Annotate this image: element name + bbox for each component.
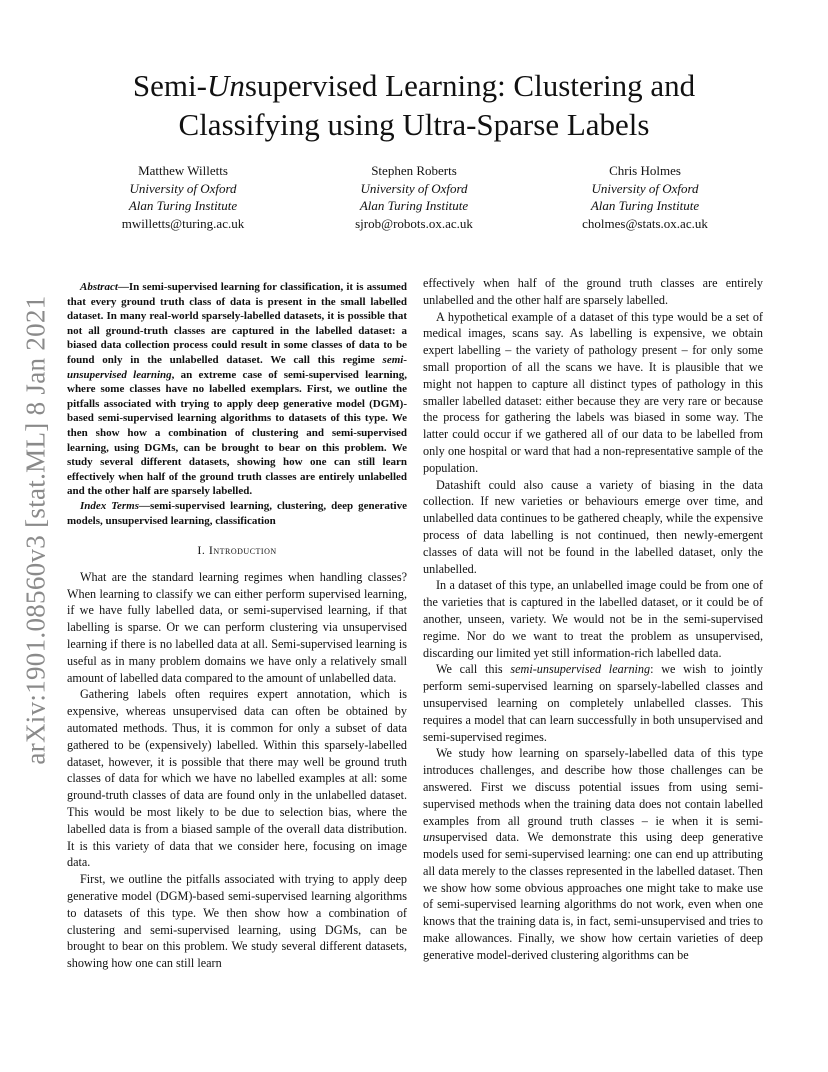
title-prefix: Semi- <box>132 68 207 103</box>
title-line2: Classifying using Ultra-Sparse Labels <box>178 107 650 142</box>
author-email: cholmes@stats.ox.ac.uk <box>582 215 708 231</box>
text-run: We study how learning on sparsely-labelled data of this type introduces challenges, and describe how those challenges can be answered. First we discuss potential issues from using semi-supervised methods when the training data does not contain labelled examples from all ground truth classes – ie when it is semi- <box>423 746 763 828</box>
author-affiliation: University of Oxford <box>591 180 699 196</box>
body-paragraph: First, we outline the pitfalls associated with trying to apply deep generative model (DGM)-based semi-supervised learning algorithms to datasets of this type. We then show how a combination of clustering and semi-supervised learning, using DGMs, can be brought to bear on this problem. We study several different datasets, showing how one can still learn <box>67 872 407 971</box>
author-affiliation: University of Oxford <box>129 180 237 196</box>
body-paragraph-continued: effectively when half of the ground truth classes are entirely unlabelled and the other half are sparsely labelled. <box>423 276 763 307</box>
section-number: I. <box>197 543 209 558</box>
author-email: sjrob@robots.ox.ac.uk <box>355 215 473 231</box>
author-affiliation: Alan Turing Institute <box>590 198 700 213</box>
paper-title <box>60 66 768 144</box>
body-paragraph: Datashift could also cause a variety of biasing in the data collection. If new varieties or behaviours emerge over time, and unlabelled data continues to be gathered cheaply, while the expensive process of data labelling is not continued, then newly-emergent classes of data will not be found in the labelled dataset, only the unlabelled. <box>423 477 763 576</box>
title-emphasis: Un <box>206 68 245 103</box>
body-paragraph <box>423 745 763 963</box>
abstract-label: Abstract <box>80 281 118 293</box>
abstract-emphasis: semi-unsupervised learning <box>67 353 407 381</box>
index-terms <box>67 499 407 528</box>
text-run: We call this <box>436 662 511 677</box>
author-2 <box>319 162 509 232</box>
body-paragraph: In a dataset of this type, an unlabelled image could be from one of the varieties that is captured in the labelled dataset, or it could be of another, unseen, variety. We would not be in the semi-supervised regime. Nor do we want to treat the problem as unsupervised, discarding our limited yet still information-rich labelled data. <box>423 578 763 660</box>
body-paragraph: A hypothetical example of a dataset of this type would be a set of medical images, scans say. As labelling is expensive, we obtain expert labelling – the variety of pathology present – for only some small proportion of all the scans we have. It is plausible that we might not happen to capture all distinct types of pathology in this smaller labelled dataset: either because they are very rare or because the process for gathering the labels was biased in some way. The latter could occur if we gathered all of our data to be labelled from only one hospital or ward that had a non-representative sample of the population. <box>423 309 763 475</box>
author-name: Matthew Willetts <box>138 163 228 178</box>
author-name: Stephen Roberts <box>371 163 457 178</box>
text-run: supervised data. We demonstrate this using deep generative models used for semi-supervised learning: one can end up attributing all data merely to the classes represented in the labelled dataset. Then we show how some obvious approaches one might take to make use of semi-supervised learning algorithms do not work, even when one knows that the training data is, in fact, semi-unsupervised and tries to make allowances. Finally, we show how certain varieties of deep generative model-derived clustering algorithms can be <box>423 830 763 962</box>
author-3 <box>550 162 740 232</box>
abstract-text-1: —In semi-supervised learning for classification, it is assumed that every ground truth class of data is present in the small labelled dataset. In many real-world sparsely-labelled datasets, it is possible that not all ground-truth classes are captured in the labelled dataset: a biased data collection process could result in some classes of data to be found only in the unlabelled dataset. We call this regime <box>67 281 407 366</box>
author-name: Chris Holmes <box>609 163 681 178</box>
left-column <box>67 280 407 972</box>
abstract-text-2: , an extreme case of semi-supervised learning, where some classes have no labelled exemplars. First, we outline the pitfalls associated with trying to apply deep generative model (DGM)-based semi-supervised learning algorithms to datasets of this type. We then show how a combination of clustering and semi-supervised learning, using DGMs, can be brought to bear on this problem. We study several different datasets, showing how one can still learn effectively when half of the ground truth classes are entirely unlabelled and the other half are sparsely labelled. <box>67 368 407 498</box>
body-paragraph: Gathering labels often requires expert annotation, which is expensive, whereas unsupervised data can often be obtained by automated methods. Thus, it is common for only a subset of data gathered to be (expensively) labelled. Within this sparsely-labelled dataset, however, it is possible that there may well be ground truth classes of data for which we have no labelled examples at all: some ground-truth classes of data are found only in the unlabelled dataset. This would be most likely to be due to selection bias, where the labelled data is from a biased sample of the overall data distribution. It is this variety of data that we consider here, focusing on image data. <box>67 687 407 870</box>
right-column <box>423 275 763 964</box>
index-terms-label: Index Terms <box>80 499 139 512</box>
author-email: mwilletts@turing.ac.uk <box>121 215 245 231</box>
section-title: Introduction <box>208 543 277 558</box>
text-emphasis: semi-unsupervised learning <box>510 662 651 677</box>
author-affiliation: Alan Turing Institute <box>359 198 469 213</box>
section-heading-introduction <box>67 542 407 559</box>
author-block <box>88 162 740 232</box>
title-line1-rest: supervised Learning: Clustering and <box>244 68 696 103</box>
author-1 <box>88 162 278 232</box>
author-affiliation: Alan Turing Institute <box>128 198 238 213</box>
abstract <box>67 280 407 499</box>
author-affiliation: University of Oxford <box>360 180 468 196</box>
body-paragraph: What are the standard learning regimes when handling classes? When learning to classify we can either perform supervised learning, if we have fully labelled data, or semi-supervised learning, if that labelling is sparse. Or we can perform clustering via unsupervised learning if there is no labelled data at all. Semi-supervised learning is useful as in many problem domains we have only a relatively small amount of labelled data compared to the amount of unlabelled data. <box>67 569 407 685</box>
text-emphasis: un <box>423 830 436 845</box>
body-paragraph <box>423 661 763 745</box>
index-terms-text: —semi-supervised learning, clustering, deep generative models, unsupervised learning, classification <box>67 499 407 527</box>
arxiv-stamp-text: arXiv:1901.08560v3 [stat.ML] 8 Jan 2021 <box>20 295 51 765</box>
text-run: : we wish to jointly perform semi-supervised learning on sparsely-labelled classes and unsupervised learning on completely unlabelled classes. This requires a model that can learn successfully in both unsupervised and semi-supervised regimes. <box>423 662 763 744</box>
